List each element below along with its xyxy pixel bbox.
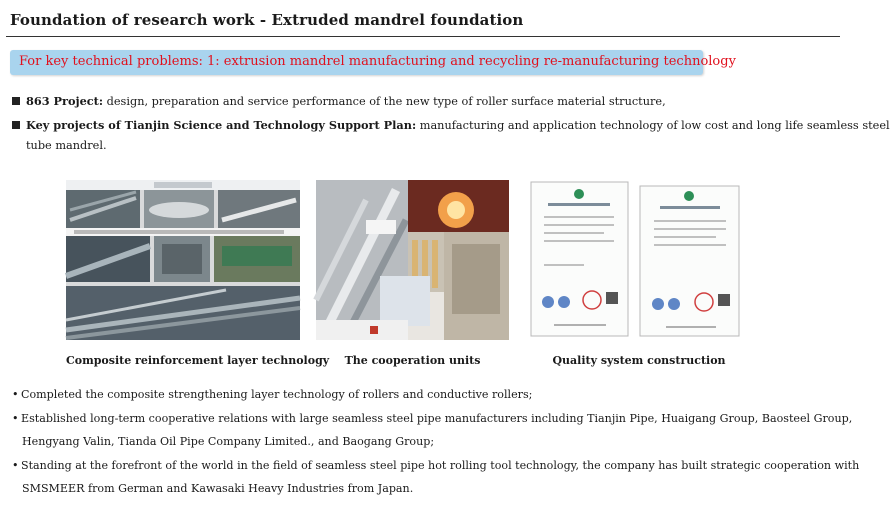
project-item (12, 114, 890, 137)
quality-certificates-photo (520, 180, 758, 340)
project-label: Key projects of Tianjin Science and Technology Support Plan: (26, 118, 417, 132)
problem-banner (10, 50, 736, 75)
composite-layer-photo (66, 180, 300, 340)
project-text: manufacturing and application technology of low cost and long life seamless steel (416, 119, 890, 132)
page-title: Foundation of research work - Extruded mandrel foundation (10, 11, 524, 29)
figure-caption: Composite reinforcement layer technology (66, 354, 330, 367)
composite-layer-collage (66, 180, 300, 340)
title-divider (6, 36, 840, 37)
bullet-text-continuation: SMSMEER from German and Kawasaki Heavy Industries from Japan. (22, 482, 414, 495)
bullet-item (12, 384, 532, 406)
bullet-text-continuation: Hengyang Valin, Tianda Oil Pipe Company Limited., and Baogang Group; (22, 435, 435, 448)
dot-bullet-icon: • (12, 412, 19, 425)
bullet-text: Completed the composite strengthening layer technology of rollers and conductive rollers; (21, 388, 533, 401)
square-bullet-icon (12, 97, 20, 105)
square-bullet-icon (12, 121, 20, 129)
bullet-text: Standing at the forefront of the world in the field of seamless steel pipe hot rolling tool technology, the company has built strategic cooperation with (21, 459, 860, 472)
banner-text: For key technical problems: 1: extrusion mandrel manufacturing and recycling re-manufacturing technology (19, 54, 736, 69)
project-item (12, 90, 666, 113)
bullet-text: Established long-term cooperative relations with large seamless steel pipe manufacturers including Tianjin Pipe, Huaigang Group, Baosteel Group, (21, 412, 853, 425)
project-text: design, preparation and service performance of the new type of roller surface material structure, (103, 95, 666, 108)
figure-caption: The cooperation units (344, 354, 481, 367)
project-label: 863 Project: (26, 94, 104, 108)
certificates-graphic (520, 180, 758, 340)
dot-bullet-icon: • (12, 388, 19, 401)
dot-bullet-icon: • (12, 459, 19, 472)
cooperation-units-photo (316, 180, 509, 340)
cooperation-units-collage (316, 180, 509, 340)
bullet-item (12, 408, 852, 430)
project-text-continuation: tube mandrel. (26, 139, 107, 152)
bullet-item (12, 455, 859, 477)
figure-caption: Quality system construction (552, 354, 726, 367)
